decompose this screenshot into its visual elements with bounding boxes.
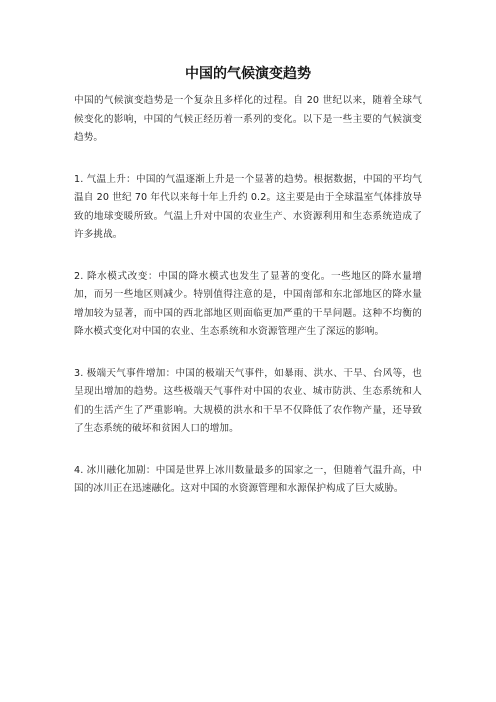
section-glacier-melting: 4. 冰川融化加剧：中国是世界上冰川数量最多的国家之一，但随着气温升高，中国的冰川正在迅速融化。这对中国的水资源管理和水源保护构成了巨大威胁。 bbox=[74, 464, 422, 494]
section-precipitation-change: 2. 降水模式改变：中国的降水模式也发生了显著的变化。一些地区的降水量增加，而另一些地区则减少。特别值得注意的是，中国南部和东北部地区的降水量增加较为显著，而中国的西北部地区则面临更加严重的干旱问题。这种不均衡的降水模式变化对中国的农业、生态系统和水资源管理产生了深远的影响。 bbox=[74, 270, 422, 337]
section-extreme-weather: 3. 极端天气事件增加：中国的极端天气事件，如暴雨、洪水、干旱、台风等，也呈现出增加的趋势。这些极端天气事件对中国的农业、城市防洪、生态系统和人们的生活产生了严重影响。大规模的洪水和干旱不仅降低了农作物产量，还导致了生态系统的破坏和贫困人口的增加。 bbox=[74, 367, 422, 434]
intro-paragraph: 中国的气候演变趋势是一个复杂且多样化的过程。自 20 世纪以来，随着全球气候变化的影响，中国的气候正经历着一系列的变化。以下是一些主要的气候演变趋势。 bbox=[74, 95, 422, 143]
section-temperature-rise: 1. 气温上升：中国的气温逐渐上升是一个显著的趋势。根据数据，中国的平均气温自 20 世纪 70 年代以来每十年上升约 0.2。这主要是由于全球温室气体排放导致的地球变暖所致。气温上升对中国的农业生产、水资源利用和生态系统造成了许多挑战。 bbox=[74, 173, 422, 240]
document-title: 中国的气候演变趋势 bbox=[185, 66, 311, 82]
